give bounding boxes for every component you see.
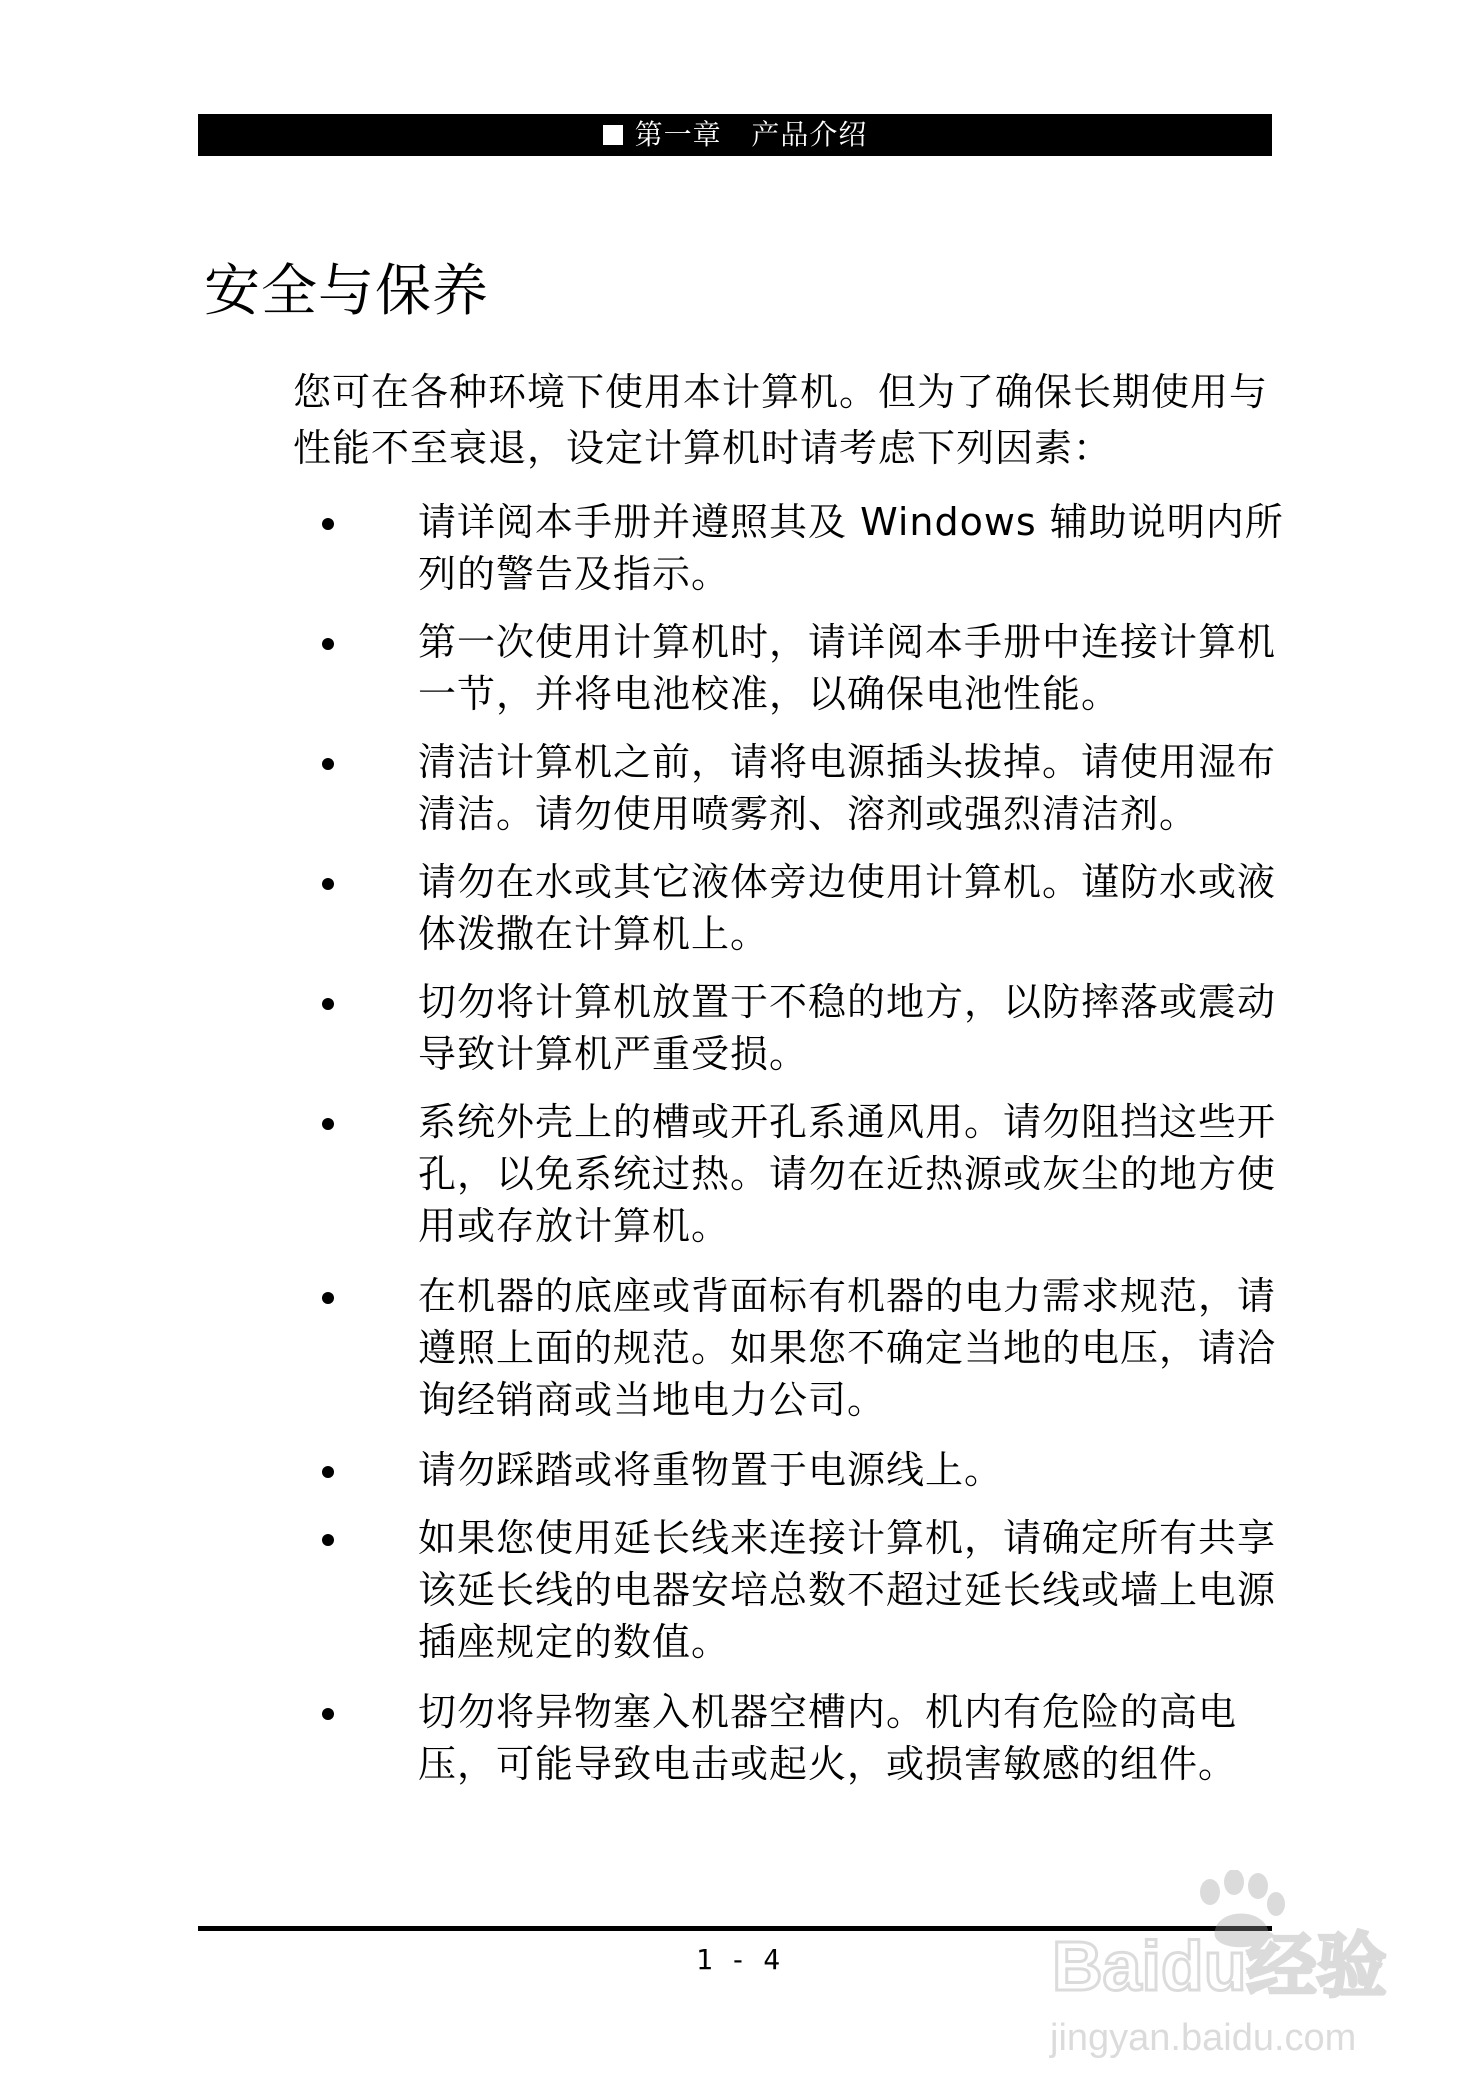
chapter-label: 第一章 产品介绍: [634, 118, 868, 151]
list-item-text: 请详阅本手册并遵照其及 Windows 辅助说明内所列的警告及指示。: [418, 500, 1284, 596]
bullet-icon: [322, 1534, 334, 1546]
chapter-header-bar: [198, 114, 1272, 156]
bullet-icon: [322, 1118, 334, 1130]
intro-paragraph: 您可在各种环境下使用本计算机。但为了确保长期使用与性能不至衰退，设定计算机时请考虑下列因素：: [293, 370, 1269, 470]
list-item-text: 切勿将计算机放置于不稳的地方，以防摔落或震动导致计算机严重受损。: [418, 980, 1277, 1076]
bullet-icon: [322, 998, 334, 1010]
list-item-text: 第一次使用计算机时，请详阅本手册中连接计算机一节，并将电池校准，以确保电池性能。: [418, 620, 1277, 716]
bullet-icon: [322, 518, 334, 530]
bullet-icon: [322, 638, 334, 650]
bullet-icon: [322, 758, 334, 770]
list-item-text: 如果您使用延长线来连接计算机，请确定所有共享该延长线的电器安培总数不超过延长线或墙上电源插座规定的数值。: [418, 1516, 1277, 1664]
watermark-url: jingyan.baidu.com: [1050, 2017, 1357, 2059]
page-number: 1 - 4: [695, 1943, 781, 1976]
baidu-watermark-logo: [1040, 1870, 1460, 2070]
bullet-icon: [322, 1292, 334, 1304]
watermark-brand: Baidu经验: [1052, 1927, 1387, 2005]
bullet-icon: [322, 1708, 334, 1720]
list-item-text: 请勿在水或其它液体旁边使用计算机。谨防水或液体泼撒在计算机上。: [418, 860, 1277, 956]
list-item-text: 在机器的底座或背面标有机器的电力需求规范，请遵照上面的规范。如果您不确定当地的电压，请洽询经销商或当地电力公司。: [418, 1274, 1277, 1422]
list-item-text: 切勿将异物塞入机器空槽内。机内有危险的高电压，可能导致电击或起火，或损害敏感的组件。: [418, 1690, 1238, 1786]
list-item-text: 请勿踩踏或将重物置于电源线上。: [418, 1448, 1004, 1492]
page-title: 安全与保养: [204, 259, 489, 324]
bullet-icon: [322, 878, 334, 890]
square-icon: [603, 125, 623, 145]
list-item-text: 系统外壳上的槽或开孔系通风用。请勿阻挡这些开孔，以免系统过热。请勿在近热源或灰尘的地方使用或存放计算机。: [418, 1100, 1277, 1248]
bullet-icon: [322, 1466, 334, 1478]
list-item-text: 清洁计算机之前，请将电源插头拔掉。请使用湿布清洁。请勿使用喷雾剂、溶剂或强烈清洁剂。: [418, 740, 1277, 836]
